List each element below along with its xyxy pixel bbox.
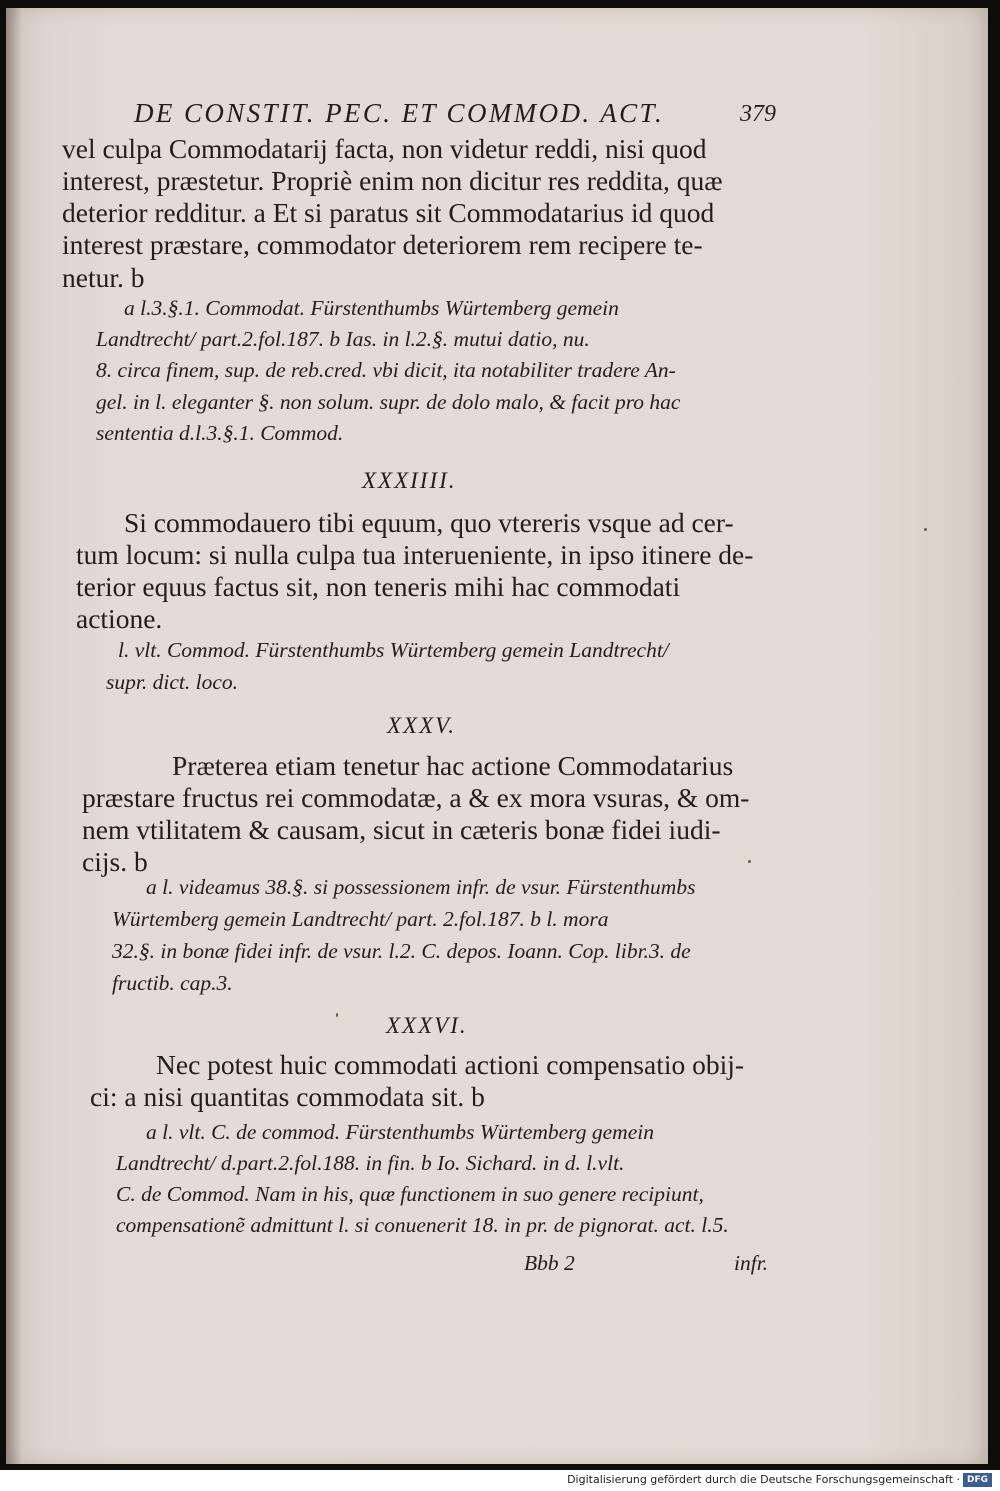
catchword: infr. <box>734 1251 769 1275</box>
section-number: XXXVI. <box>386 1013 468 1038</box>
page-speck <box>924 528 927 531</box>
footer-bar <box>0 1470 1000 1491</box>
body-line: cijs. b <box>82 846 148 877</box>
body-line: Præterea etiam tenetur hac actione Commodatarius <box>172 750 734 781</box>
spine-shadow <box>6 8 22 1464</box>
body-line: terior equus factus sit, non teneris mihi hac commodati <box>76 571 681 602</box>
book-page <box>6 8 988 1464</box>
page-number: 379 <box>740 101 776 127</box>
body-line: præstare fructus rei commodatæ, a & ex mora vsuras, & om- <box>82 782 750 813</box>
footnote-line: 32.§. in bonæ fidei infr. de vsur. l.2. C. depos. Ioann. Cop. libr.3. de <box>112 939 691 963</box>
footnote-line: l. vlt. Commod. Fürstenthumbs Würtemberg gemein Landtrecht/ <box>118 638 669 662</box>
running-head: DE CONSTIT. PEC. ET COMMOD. ACT. <box>134 98 665 128</box>
footnote-line: 8. circa finem, sup. de reb.cred. vbi dicit, ita notabiliter tradere An- <box>96 358 676 382</box>
body-line: deterior redditur. a Et si paratus sit Commodatarius id quod <box>62 197 715 228</box>
section-number: XXXIIII. <box>362 468 457 493</box>
footnote-line: a l. videamus 38.§. si possessionem infr. de vsur. Fürstenthumbs <box>146 875 696 899</box>
funding-credit: Digitalisierung gefördert durch die Deutsche Forschungsgemeinschaft · <box>567 1473 960 1486</box>
footnote-line: fructib. cap.3. <box>112 971 233 995</box>
footnote-line: C. de Commod. Nam in his, quæ functionem in suo genere recipiunt, <box>116 1182 704 1206</box>
body-line: Nec potest huic commodati actioni compensatio obij- <box>156 1049 745 1080</box>
body-line: actione. <box>76 603 163 634</box>
footnote-line: Landtrecht/ part.2.fol.187. b Ias. in l.2.§. mutui datio, nu. <box>96 327 590 351</box>
body-line: ci: a nisi quantitas commodata sit. b <box>90 1081 485 1112</box>
footnote-line: a l. vlt. C. de commod. Fürstenthumbs Würtemberg gemein <box>146 1120 654 1144</box>
footnote-line: a l.3.§.1. Commodat. Fürstenthumbs Würtemberg gemein <box>124 296 619 320</box>
footnote-line: compensationẽ admittunt l. si conuenerit 18. in pr. de pignorat. act. l.5. <box>116 1213 729 1237</box>
footnote-line: supr. dict. loco. <box>106 670 238 694</box>
signature-mark: Bbb 2 <box>524 1251 575 1275</box>
body-line: vel culpa Commodatarij facta, non videtur reddi, nisi quod <box>62 133 707 164</box>
body-line: netur. b <box>62 262 145 293</box>
page-speck <box>748 860 751 863</box>
dfg-logo: DFG <box>963 1473 992 1487</box>
body-line: nem vtilitatem & causam, sicut in cæteris bonæ fidei iudi- <box>82 814 721 845</box>
body-line: Si commodauero tibi equum, quo vtereris vsque ad cer- <box>124 507 734 538</box>
footnote-line: Würtemberg gemein Landtrecht/ part. 2.fol.187. b l. mora <box>112 907 609 931</box>
body-line: interest, præstetur. Propriè enim non dicitur res reddita, quæ <box>62 165 723 196</box>
body-line: interest præstare, commodator deteriorem rem recipere te- <box>62 229 703 260</box>
footnote-line: sententia d.l.3.§.1. Commod. <box>96 421 344 445</box>
body-line: tum locum: si nulla culpa tua interueniente, in ipso itinere de- <box>76 539 754 570</box>
footnote-line: gel. in l. eleganter §. non solum. supr. de dolo malo, & facit pro hac <box>96 390 681 414</box>
footnote-line: Landtrecht/ d.part.2.fol.188. in fin. b Io. Sichard. in d. l.vlt. <box>116 1151 625 1175</box>
page-speck <box>336 1013 338 1017</box>
section-number: XXXV. <box>387 713 456 738</box>
